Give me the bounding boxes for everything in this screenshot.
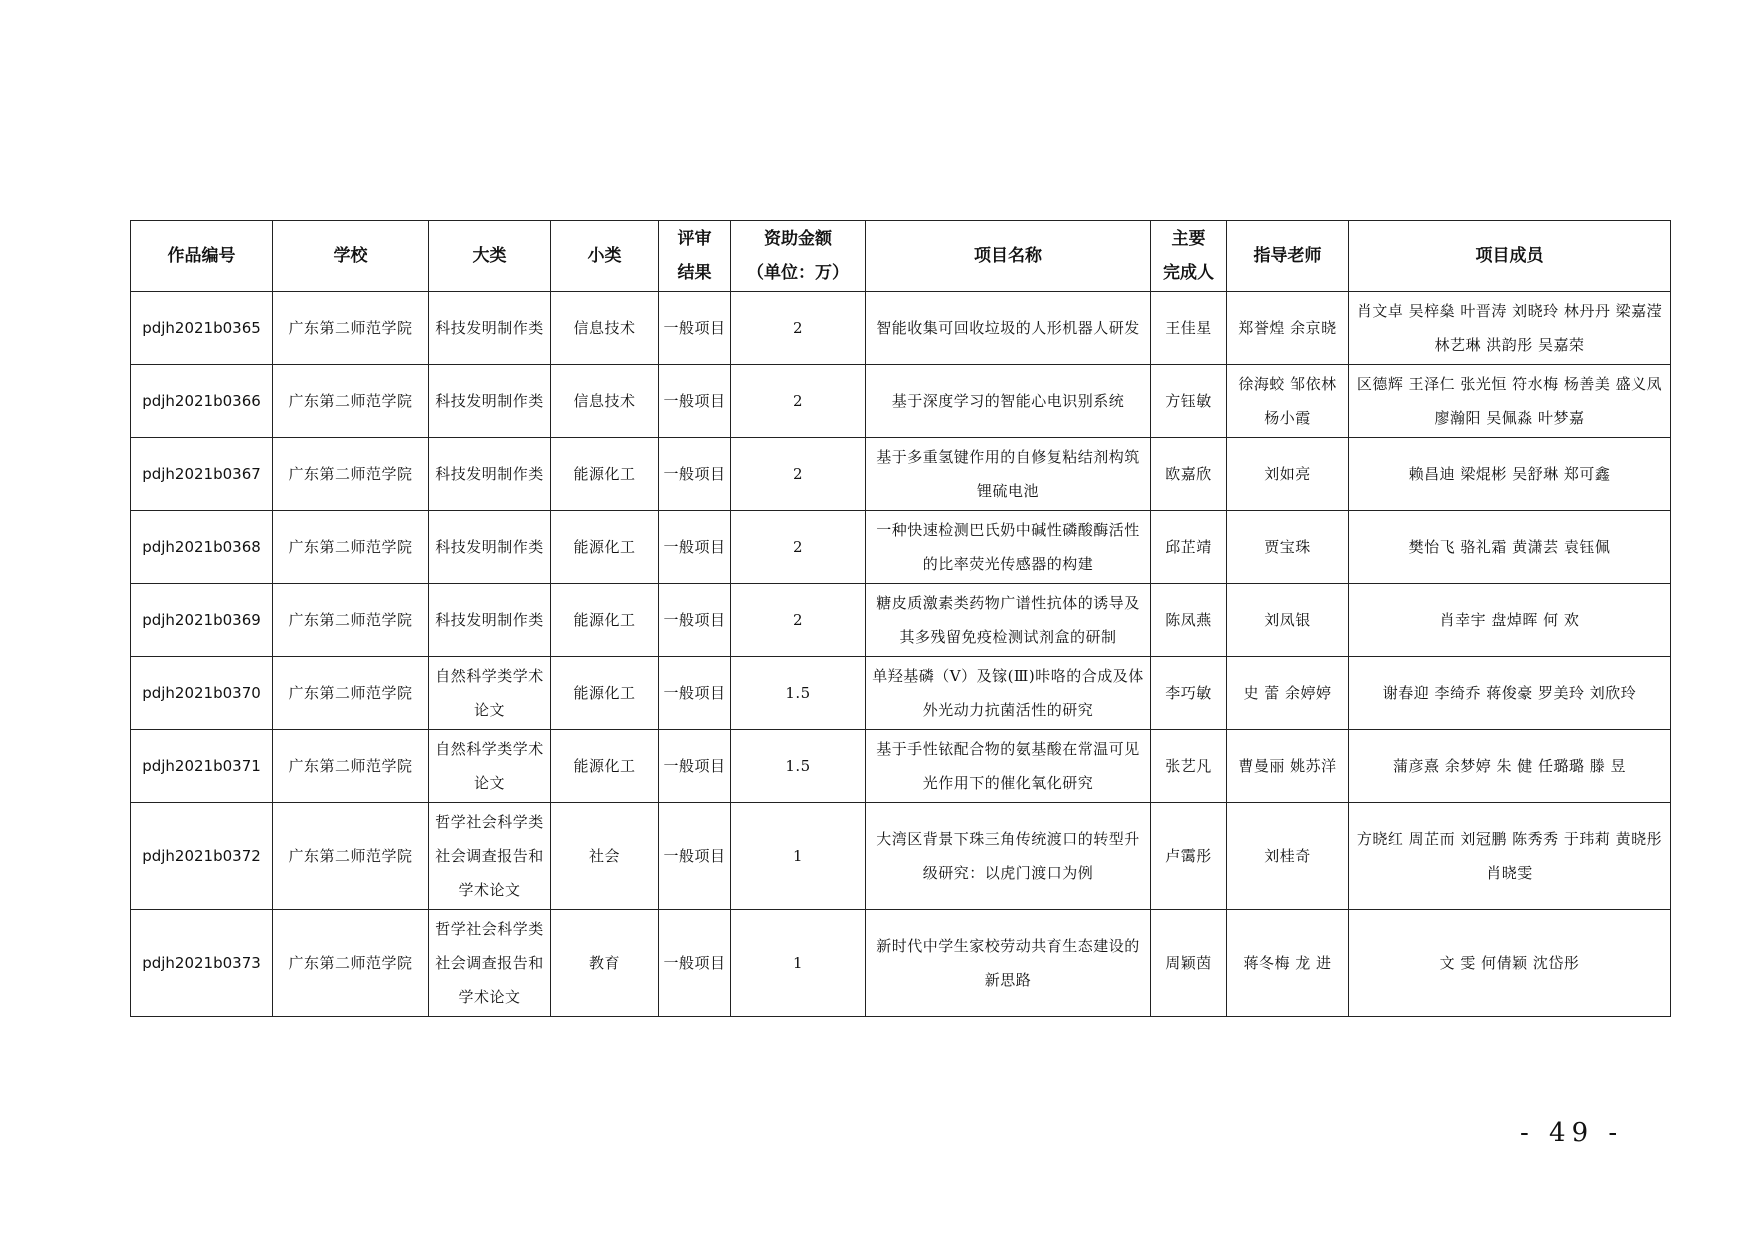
cell-subcategory: 能源化工 <box>551 511 659 584</box>
cell-id: pdjh2021b0371 <box>131 730 273 803</box>
cell-lead: 王佳星 <box>1151 292 1227 365</box>
cell-members: 肖幸宇 盘焯晖 何 欢 <box>1349 584 1671 657</box>
cell-category: 科技发明制作类 <box>429 511 551 584</box>
cell-project: 基于手性铱配合物的氨基酸在常温可见光作用下的催化氧化研究 <box>866 730 1151 803</box>
cell-members: 区德辉 王泽仁 张光恒 符水梅 杨善美 盛义凤 廖瀚阳 吴佩淼 叶梦嘉 <box>1349 365 1671 438</box>
cell-id: pdjh2021b0365 <box>131 292 273 365</box>
cell-category: 哲学社会科学类社会调查报告和学术论文 <box>429 910 551 1017</box>
cell-subcategory: 能源化工 <box>551 730 659 803</box>
cell-funding: 1 <box>731 803 866 910</box>
cell-result: 一般项目 <box>659 511 731 584</box>
table-row <box>131 511 1671 584</box>
table-row <box>131 910 1671 1017</box>
cell-school: 广东第二师范学院 <box>273 803 429 910</box>
cell-members: 赖昌迪 梁焜彬 吴舒琳 郑可鑫 <box>1349 438 1671 511</box>
cell-project: 基于多重氢键作用的自修复粘结剂构筑锂硫电池 <box>866 438 1151 511</box>
cell-category: 科技发明制作类 <box>429 584 551 657</box>
cell-funding: 2 <box>731 511 866 584</box>
cell-lead: 方钰敏 <box>1151 365 1227 438</box>
cell-category: 自然科学类学术论文 <box>429 730 551 803</box>
cell-lead: 卢霭彤 <box>1151 803 1227 910</box>
cell-project: 单羟基磷（V）及镓(Ⅲ)咔咯的合成及体外光动力抗菌活性的研究 <box>866 657 1151 730</box>
cell-category: 科技发明制作类 <box>429 292 551 365</box>
cell-subcategory: 能源化工 <box>551 584 659 657</box>
header-id: 作品编号 <box>131 221 273 292</box>
cell-project: 基于深度学习的智能心电识别系统 <box>866 365 1151 438</box>
cell-members: 谢春迎 李绮乔 蒋俊豪 罗美玲 刘欣玲 <box>1349 657 1671 730</box>
cell-category: 哲学社会科学类社会调查报告和学术论文 <box>429 803 551 910</box>
header-lead-line2: 完成人 <box>1163 263 1214 283</box>
cell-id: pdjh2021b0369 <box>131 584 273 657</box>
table-header-row <box>131 221 1671 292</box>
cell-id: pdjh2021b0373 <box>131 910 273 1017</box>
cell-project: 糖皮质激素类药物广谱性抗体的诱导及其多残留免疫检测试剂盒的研制 <box>866 584 1151 657</box>
header-lead-line1: 主要 <box>1171 229 1206 249</box>
cell-project: 新时代中学生家校劳动共育生态建设的新思路 <box>866 910 1151 1017</box>
cell-result: 一般项目 <box>659 292 731 365</box>
header-result-line1: 评审 <box>677 229 712 249</box>
cell-id: pdjh2021b0370 <box>131 657 273 730</box>
header-advisor: 指导老师 <box>1227 221 1349 292</box>
cell-category: 科技发明制作类 <box>429 438 551 511</box>
page-number: - 49 - <box>1520 1118 1624 1148</box>
cell-members: 樊怡飞 骆礼霜 黄潇芸 袁钰佩 <box>1349 511 1671 584</box>
cell-funding: 2 <box>731 365 866 438</box>
cell-advisor: 刘如亮 <box>1227 438 1349 511</box>
header-funding-line2: （单位：万） <box>747 263 849 283</box>
cell-advisor: 刘桂奇 <box>1227 803 1349 910</box>
header-project: 项目名称 <box>866 221 1151 292</box>
cell-school: 广东第二师范学院 <box>273 657 429 730</box>
cell-subcategory: 教育 <box>551 910 659 1017</box>
table-row <box>131 584 1671 657</box>
cell-school: 广东第二师范学院 <box>273 292 429 365</box>
cell-result: 一般项目 <box>659 584 731 657</box>
table-row <box>131 292 1671 365</box>
cell-project: 一种快速检测巴氏奶中碱性磷酸酶活性的比率荧光传感器的构建 <box>866 511 1151 584</box>
header-school: 学校 <box>273 221 429 292</box>
cell-advisor: 曹曼丽 姚苏洋 <box>1227 730 1349 803</box>
cell-subcategory: 能源化工 <box>551 438 659 511</box>
cell-result: 一般项目 <box>659 803 731 910</box>
header-result <box>659 221 731 292</box>
cell-id: pdjh2021b0367 <box>131 438 273 511</box>
table-row <box>131 438 1671 511</box>
header-lead <box>1151 221 1227 292</box>
cell-lead: 陈凤燕 <box>1151 584 1227 657</box>
cell-result: 一般项目 <box>659 438 731 511</box>
cell-school: 广东第二师范学院 <box>273 511 429 584</box>
cell-project: 智能收集可回收垃圾的人形机器人研发 <box>866 292 1151 365</box>
cell-subcategory: 信息技术 <box>551 365 659 438</box>
cell-subcategory: 社会 <box>551 803 659 910</box>
cell-lead: 欧嘉欣 <box>1151 438 1227 511</box>
cell-lead: 周颖茵 <box>1151 910 1227 1017</box>
header-subcategory: 小类 <box>551 221 659 292</box>
header-category: 大类 <box>429 221 551 292</box>
cell-lead: 邱芷靖 <box>1151 511 1227 584</box>
cell-subcategory: 能源化工 <box>551 657 659 730</box>
table-row <box>131 365 1671 438</box>
table-row <box>131 803 1671 910</box>
cell-funding: 1.5 <box>731 730 866 803</box>
cell-school: 广东第二师范学院 <box>273 910 429 1017</box>
cell-advisor: 郑誉煌 余京晓 <box>1227 292 1349 365</box>
cell-members: 文 雯 何倩颖 沈岱彤 <box>1349 910 1671 1017</box>
header-funding-line1: 资助金额 <box>764 229 832 249</box>
cell-members: 方晓红 周芷而 刘冠鹏 陈秀秀 于玮莉 黄晓彤 肖晓雯 <box>1349 803 1671 910</box>
cell-result: 一般项目 <box>659 365 731 438</box>
cell-id: pdjh2021b0372 <box>131 803 273 910</box>
cell-school: 广东第二师范学院 <box>273 365 429 438</box>
table-row <box>131 730 1671 803</box>
cell-school: 广东第二师范学院 <box>273 438 429 511</box>
cell-advisor: 史 蕾 余婷婷 <box>1227 657 1349 730</box>
cell-result: 一般项目 <box>659 910 731 1017</box>
cell-members: 肖文卓 吴梓燊 叶晋涛 刘晓玲 林丹丹 梁嘉滢 林艺琳 洪韵彤 吴嘉荣 <box>1349 292 1671 365</box>
cell-result: 一般项目 <box>659 657 731 730</box>
table-row <box>131 657 1671 730</box>
cell-advisor: 刘凤银 <box>1227 584 1349 657</box>
cell-funding: 1 <box>731 910 866 1017</box>
header-result-line2: 结果 <box>677 263 712 283</box>
cell-project: 大湾区背景下珠三角传统渡口的转型升级研究：以虎门渡口为例 <box>866 803 1151 910</box>
cell-school: 广东第二师范学院 <box>273 730 429 803</box>
cell-category: 科技发明制作类 <box>429 365 551 438</box>
cell-category: 自然科学类学术论文 <box>429 657 551 730</box>
header-members: 项目成员 <box>1349 221 1671 292</box>
project-table <box>130 220 1671 1017</box>
cell-members: 蒲彦熹 余梦婷 朱 健 任璐璐 滕 昱 <box>1349 730 1671 803</box>
cell-funding: 2 <box>731 438 866 511</box>
cell-advisor: 徐海蛟 邹依林 杨小霞 <box>1227 365 1349 438</box>
cell-id: pdjh2021b0366 <box>131 365 273 438</box>
cell-funding: 1.5 <box>731 657 866 730</box>
header-funding <box>731 221 866 292</box>
cell-school: 广东第二师范学院 <box>273 584 429 657</box>
cell-lead: 李巧敏 <box>1151 657 1227 730</box>
cell-advisor: 贾宝珠 <box>1227 511 1349 584</box>
cell-result: 一般项目 <box>659 730 731 803</box>
cell-advisor: 蒋冬梅 龙 进 <box>1227 910 1349 1017</box>
cell-id: pdjh2021b0368 <box>131 511 273 584</box>
cell-lead: 张艺凡 <box>1151 730 1227 803</box>
cell-subcategory: 信息技术 <box>551 292 659 365</box>
cell-funding: 2 <box>731 292 866 365</box>
cell-funding: 2 <box>731 584 866 657</box>
